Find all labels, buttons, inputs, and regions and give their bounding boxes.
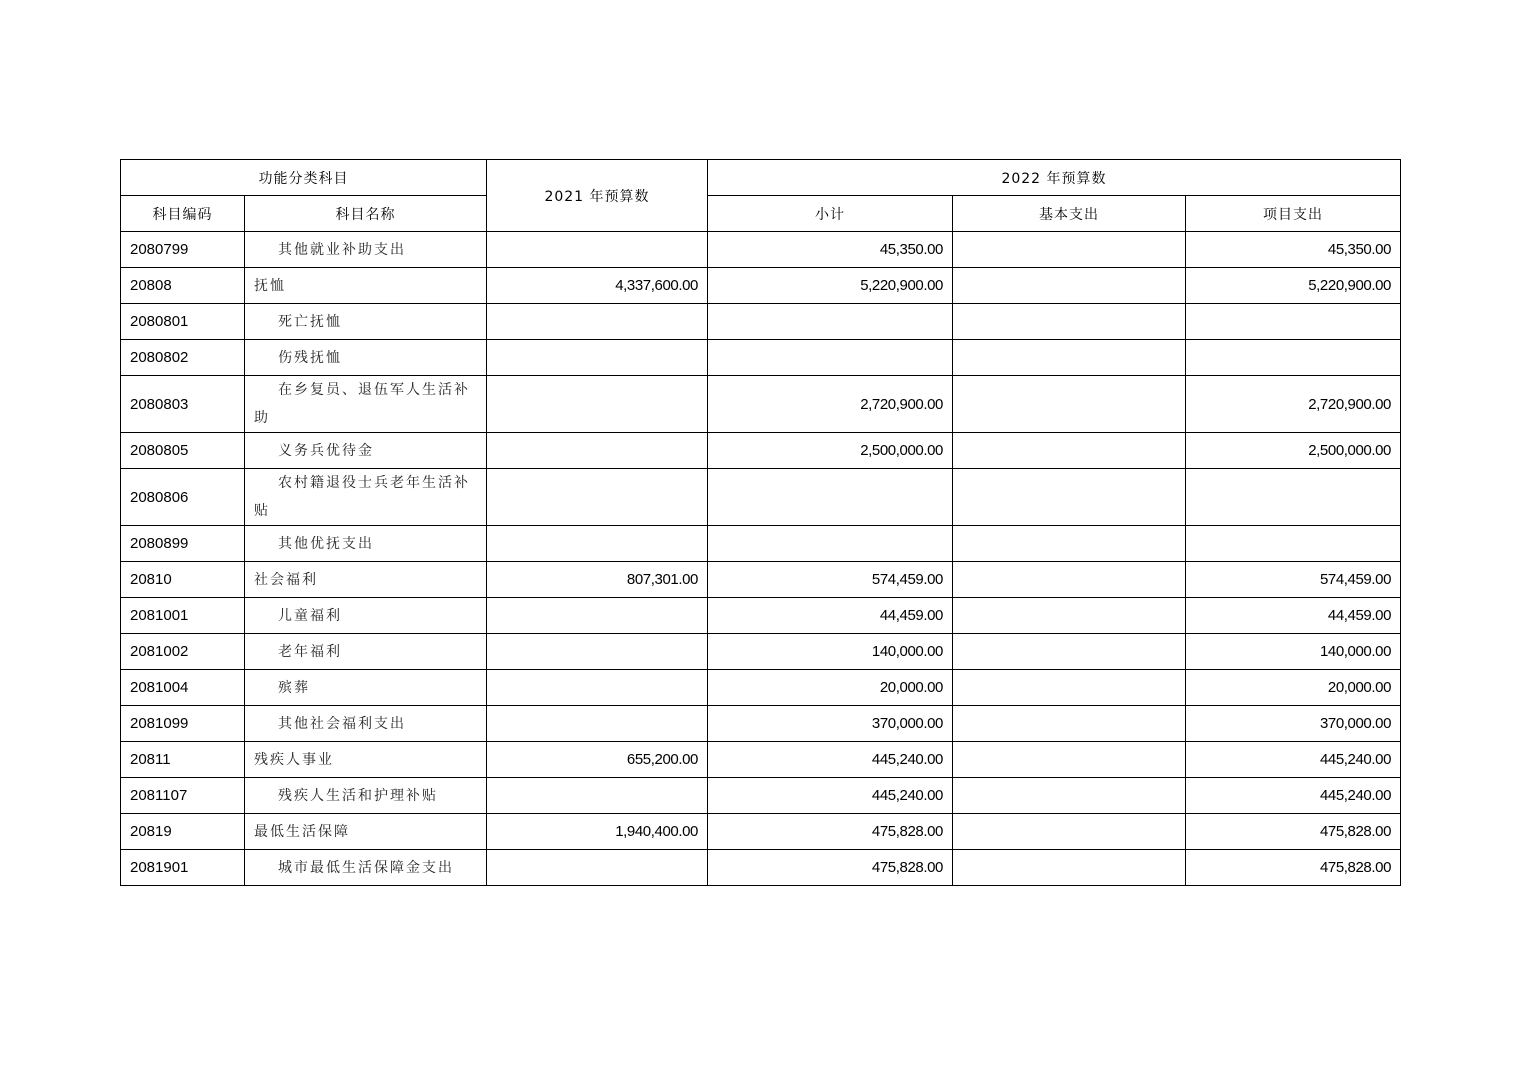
subject-name-cell xyxy=(245,670,487,706)
budget-2021-cell xyxy=(487,670,708,706)
table-row xyxy=(121,778,1401,814)
subject-name-text: 其他社会福利支出 xyxy=(278,715,406,732)
subtotal-cell: 370,000.00 xyxy=(708,706,953,742)
budget-2021-cell xyxy=(487,598,708,634)
header-subject-code: 科目编码 xyxy=(121,196,245,232)
table-row xyxy=(121,340,1401,376)
subject-code-cell: 2080802 xyxy=(121,340,245,376)
basic-expenditure-cell xyxy=(953,598,1186,634)
table-row xyxy=(121,526,1401,562)
project-expenditure-cell xyxy=(1186,469,1401,526)
basic-expenditure-cell xyxy=(953,706,1186,742)
header-subtotal: 小计 xyxy=(708,196,953,232)
table-row xyxy=(121,376,1401,433)
subject-name-cell xyxy=(245,778,487,814)
basic-expenditure-cell xyxy=(953,340,1186,376)
subject-name-text: 儿童福利 xyxy=(278,607,342,624)
project-expenditure-cell xyxy=(1186,526,1401,562)
budget-2021-cell xyxy=(487,634,708,670)
project-expenditure-cell: 44,459.00 xyxy=(1186,598,1401,634)
subject-code-cell: 2080803 xyxy=(121,376,245,433)
header-functional-category: 功能分类科目 xyxy=(121,160,487,196)
header-subject-name: 科目名称 xyxy=(245,196,487,232)
subject-name-text: 社会福利 xyxy=(254,571,318,588)
subject-code-cell: 2081901 xyxy=(121,850,245,886)
subject-name-text: 伤残抚恤 xyxy=(278,349,342,366)
subject-code-cell: 2081004 xyxy=(121,670,245,706)
subtotal-cell: 140,000.00 xyxy=(708,634,953,670)
project-expenditure-cell: 445,240.00 xyxy=(1186,742,1401,778)
subject-name-cell xyxy=(245,850,487,886)
project-expenditure-cell: 140,000.00 xyxy=(1186,634,1401,670)
budget-2021-cell: 4,337,600.00 xyxy=(487,268,708,304)
subject-code-cell: 20810 xyxy=(121,562,245,598)
table-row xyxy=(121,634,1401,670)
basic-expenditure-cell xyxy=(953,742,1186,778)
subject-name-text: 残疾人事业 xyxy=(254,751,334,768)
subject-name-text: 抚恤 xyxy=(254,277,286,294)
project-expenditure-cell: 574,459.00 xyxy=(1186,562,1401,598)
subject-name-cell xyxy=(245,469,487,526)
budget-2021-cell: 1,940,400.00 xyxy=(487,814,708,850)
project-expenditure-cell: 20,000.00 xyxy=(1186,670,1401,706)
basic-expenditure-cell xyxy=(953,376,1186,433)
subject-name-text: 最低生活保障 xyxy=(254,823,350,840)
budget-2021-cell xyxy=(487,376,708,433)
budget-2021-cell xyxy=(487,469,708,526)
basic-expenditure-cell xyxy=(953,634,1186,670)
budget-2021-cell xyxy=(487,706,708,742)
basic-expenditure-cell xyxy=(953,268,1186,304)
subtotal-cell xyxy=(708,304,953,340)
subtotal-cell: 5,220,900.00 xyxy=(708,268,953,304)
subject-name-text: 义务兵优待金 xyxy=(278,442,374,459)
subject-name-cell xyxy=(245,268,487,304)
subject-name-cell xyxy=(245,376,487,433)
basic-expenditure-cell xyxy=(953,526,1186,562)
subject-name-text: 残疾人生活和护理补贴 xyxy=(278,787,438,804)
basic-expenditure-cell xyxy=(953,670,1186,706)
project-expenditure-cell: 2,500,000.00 xyxy=(1186,433,1401,469)
table-row xyxy=(121,670,1401,706)
subject-code-cell: 2080805 xyxy=(121,433,245,469)
subject-name-cell xyxy=(245,232,487,268)
budget-2021-cell xyxy=(487,232,708,268)
project-expenditure-cell: 2,720,900.00 xyxy=(1186,376,1401,433)
subtotal-cell xyxy=(708,340,953,376)
subtotal-cell: 44,459.00 xyxy=(708,598,953,634)
subject-name-text: 其他就业补助支出 xyxy=(278,241,406,258)
table-row xyxy=(121,742,1401,778)
header-budget-2021: 2021 年预算数 xyxy=(487,160,708,232)
subject-name-cell xyxy=(245,706,487,742)
budget-2021-cell xyxy=(487,304,708,340)
subject-name-cell xyxy=(245,814,487,850)
header-row-2 xyxy=(121,196,1401,232)
subject-name-cell xyxy=(245,304,487,340)
subject-code-cell: 20808 xyxy=(121,268,245,304)
subject-code-cell: 2080899 xyxy=(121,526,245,562)
table-row xyxy=(121,562,1401,598)
table-row xyxy=(121,598,1401,634)
basic-expenditure-cell xyxy=(953,850,1186,886)
project-expenditure-cell: 475,828.00 xyxy=(1186,850,1401,886)
subject-name-text: 老年福利 xyxy=(278,643,342,660)
subtotal-cell: 574,459.00 xyxy=(708,562,953,598)
subject-code-cell: 2081107 xyxy=(121,778,245,814)
project-expenditure-cell: 370,000.00 xyxy=(1186,706,1401,742)
basic-expenditure-cell xyxy=(953,232,1186,268)
project-expenditure-cell: 5,220,900.00 xyxy=(1186,268,1401,304)
header-basic-expenditure: 基本支出 xyxy=(953,196,1186,232)
subject-code-cell: 2080806 xyxy=(121,469,245,526)
budget-2021-cell: 807,301.00 xyxy=(487,562,708,598)
subject-code-cell: 20811 xyxy=(121,742,245,778)
subtotal-cell: 2,500,000.00 xyxy=(708,433,953,469)
basic-expenditure-cell xyxy=(953,433,1186,469)
table-row xyxy=(121,814,1401,850)
subject-code-cell: 2081001 xyxy=(121,598,245,634)
table-row xyxy=(121,232,1401,268)
subject-code-cell: 2081002 xyxy=(121,634,245,670)
subject-code-cell: 2080799 xyxy=(121,232,245,268)
budget-2021-cell xyxy=(487,433,708,469)
subtotal-cell: 445,240.00 xyxy=(708,778,953,814)
budget-table xyxy=(120,159,1401,886)
subtotal-cell: 2,720,900.00 xyxy=(708,376,953,433)
project-expenditure-cell xyxy=(1186,340,1401,376)
basic-expenditure-cell xyxy=(953,778,1186,814)
subject-name-text: 在乡复员、退伍军人生活补助 xyxy=(254,382,470,426)
header-project-expenditure: 项目支出 xyxy=(1186,196,1401,232)
subtotal-cell: 45,350.00 xyxy=(708,232,953,268)
budget-2021-cell xyxy=(487,778,708,814)
project-expenditure-cell: 445,240.00 xyxy=(1186,778,1401,814)
subject-name-text: 农村籍退役士兵老年生活补贴 xyxy=(254,475,470,519)
project-expenditure-cell: 475,828.00 xyxy=(1186,814,1401,850)
table-row xyxy=(121,304,1401,340)
header-budget-2022: 2022 年预算数 xyxy=(708,160,1401,196)
subtotal-cell: 445,240.00 xyxy=(708,742,953,778)
table-row xyxy=(121,706,1401,742)
project-expenditure-cell: 45,350.00 xyxy=(1186,232,1401,268)
header-row-1 xyxy=(121,160,1401,196)
subject-name-cell xyxy=(245,433,487,469)
basic-expenditure-cell xyxy=(953,304,1186,340)
subtotal-cell: 475,828.00 xyxy=(708,850,953,886)
subtotal-cell xyxy=(708,469,953,526)
subject-name-cell xyxy=(245,742,487,778)
basic-expenditure-cell xyxy=(953,562,1186,598)
budget-2021-cell xyxy=(487,850,708,886)
subtotal-cell xyxy=(708,526,953,562)
subject-name-text: 死亡抚恤 xyxy=(278,313,342,330)
basic-expenditure-cell xyxy=(953,814,1186,850)
subtotal-cell: 475,828.00 xyxy=(708,814,953,850)
subtotal-cell: 20,000.00 xyxy=(708,670,953,706)
project-expenditure-cell xyxy=(1186,304,1401,340)
subject-name-cell xyxy=(245,526,487,562)
subject-name-text: 殡葬 xyxy=(278,679,310,696)
table-row xyxy=(121,469,1401,526)
table-row xyxy=(121,268,1401,304)
table-row xyxy=(121,850,1401,886)
subject-code-cell: 20819 xyxy=(121,814,245,850)
subject-code-cell: 2080801 xyxy=(121,304,245,340)
basic-expenditure-cell xyxy=(953,469,1186,526)
subject-name-text: 其他优抚支出 xyxy=(278,535,374,552)
table-row xyxy=(121,433,1401,469)
budget-2021-cell: 655,200.00 xyxy=(487,742,708,778)
budget-2021-cell xyxy=(487,526,708,562)
subject-name-cell xyxy=(245,598,487,634)
budget-2021-cell xyxy=(487,340,708,376)
subject-name-cell xyxy=(245,634,487,670)
subject-name-text: 城市最低生活保障金支出 xyxy=(278,859,454,876)
subject-name-cell xyxy=(245,562,487,598)
subject-name-cell xyxy=(245,340,487,376)
subject-code-cell: 2081099 xyxy=(121,706,245,742)
